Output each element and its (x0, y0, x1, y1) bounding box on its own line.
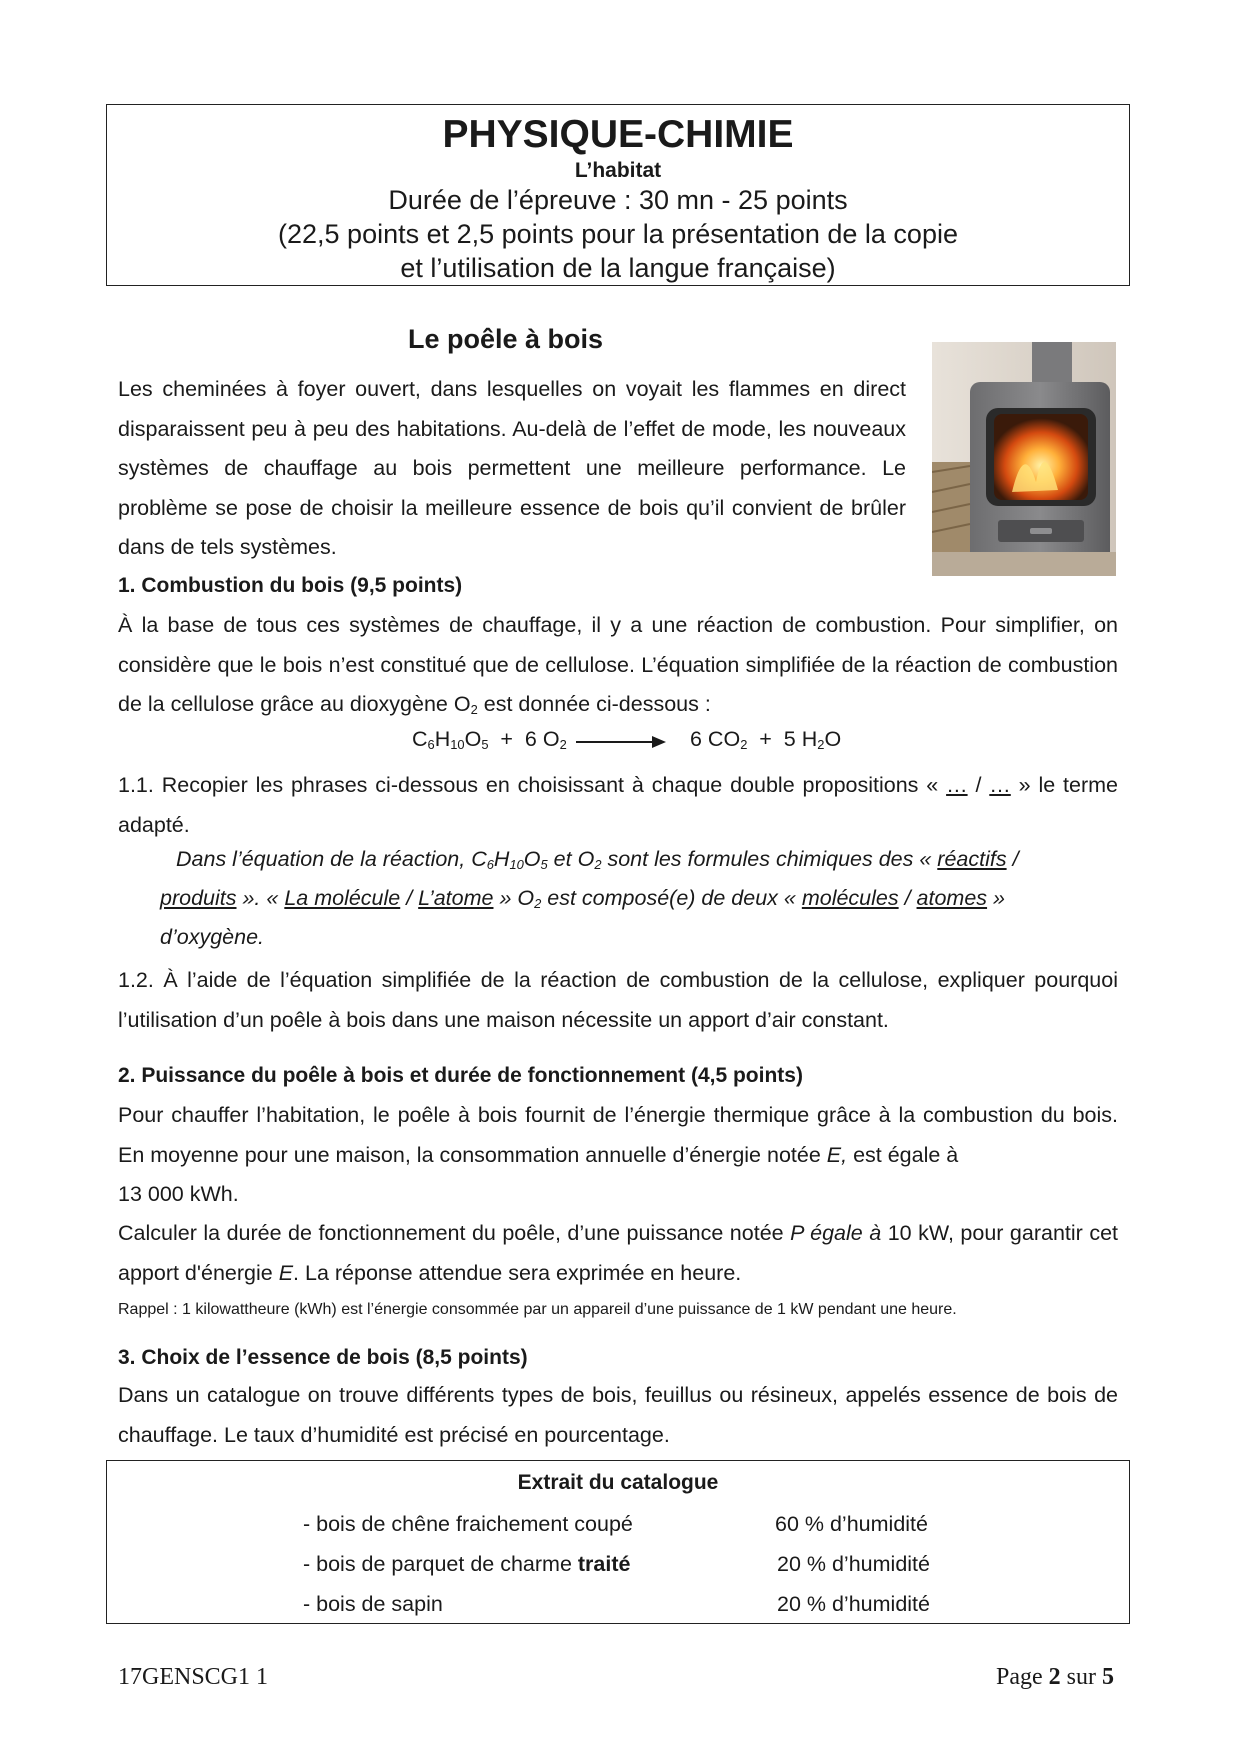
sentence-line-3: d’oxygène. (160, 925, 264, 949)
catalogue-item-name: - bois de sapin (303, 1592, 443, 1616)
document-code: 17GENSCG1 1 (118, 1664, 269, 1690)
catalogue-item-humidity: 20 % d’humidité (777, 1592, 930, 1616)
part2-text-1: Pour chauffer l’habitation, le poêle à bois fournit de l’énergie thermique grâce à la combustion du bois. En moyenne pour une maison, la consommation annuelle d’énergie notée E, est égale à (118, 1103, 1118, 1167)
catalogue-item-humidity: 60 % d’humidité (775, 1512, 928, 1536)
reaction-arrow-icon (576, 735, 666, 749)
catalogue-title: Extrait du catalogue (517, 1471, 719, 1494)
part1-text (118, 606, 1118, 725)
page-number: Page 2 sur 5 (996, 1664, 1114, 1690)
catalogue-item-name: - bois de parquet de charme traité (303, 1552, 631, 1576)
part1-text-sub: 2 (470, 702, 478, 717)
intro-paragraph: Les cheminées à foyer ouvert, dans lesquelles on voyait les flammes en direct disparaissent peu à peu des habitations. Au-delà de l’effet de mode, les nouveaux systèmes de chauffage au bois permettent une meilleure performance. Le problème se pose de choisir la meilleure essence de bois qu’il convient de brûler dans de tels systèmes. (118, 377, 906, 559)
question-1-2: 1.2. À l’aide de l’équation simplifiée de la réaction de combustion de la cellulose, expliquer pourquoi l’utilisation d’un poêle à bois dans une maison nécessite un apport d’air constant. (118, 968, 1118, 1032)
part1-text-before: À la base de tous ces systèmes de chauffage, il y a une réaction de combustion. Pour simplifier, on considère que le bois n’est constitué que de cellulose. L’équation simplifiée de la réaction de combustion de la cellulose grâce au dioxygène O (118, 613, 1118, 716)
question-1-1-sentences (160, 840, 1096, 957)
part1-heading: 1. Combustion du bois (9,5 points) (118, 574, 463, 597)
points-line: (22,5 points et 2,5 points pour la présentation de la copie (278, 219, 958, 249)
catalogue-item-humidity: 20 % d’humidité (777, 1552, 930, 1576)
sentence-line-2: produits ». « La molécule / L’atome » $O_2$ est composé(e) de deux « molécules / atomes » (160, 886, 1005, 911)
reminder-note: Rappel : 1 kilowattheure (kWh) est l’énergie consommée par un appareil d’une puissance de 1 kW pendant une heure. (118, 1301, 957, 1318)
sentence-line-1: Dans l’équation de la réaction, $C_6H_{10}O_5$ et $O_2$ sont les formules chimiques des « réactifs / (176, 847, 1019, 872)
duration-line: Durée de l’épreuve : 30 mn - 25 points (388, 185, 848, 215)
page-subtitle: L’habitat (574, 159, 662, 182)
section-title: Le poêle à bois (408, 324, 604, 354)
page-title: PHYSIQUE-CHIMIE (442, 113, 794, 156)
part1-text-after: est donnée ci-dessous : (477, 692, 711, 716)
question-1-1: 1.1. Recopier les phrases ci-dessous en choisissant à chaque double propositions « … / … » le terme adapté. (118, 773, 1118, 837)
equation-products: 6 $CO_2 + 5$ $H_2O$ (690, 727, 842, 752)
language-line: et l’utilisation de la langue française) (400, 253, 836, 283)
header-box (106, 104, 1130, 286)
wood-stove-photo (932, 342, 1116, 576)
catalogue-box (106, 1460, 1130, 1624)
part3-heading: 3. Choix de l’essence de bois (8,5 points) (118, 1346, 528, 1369)
part3-text: Dans un catalogue on trouve différents types de bois, feuillus ou résineux, appelés essence de bois de chauffage. Le taux d’humidité est précisé en pourcentage. (118, 1383, 1118, 1447)
part2-text-2: Calculer la durée de fonctionnement du poêle, d’une puissance notée P égale à 10 kW, pour garantir cet apport d'énergie E. La réponse attendue sera exprimée en heure. (118, 1221, 1118, 1285)
equation-reactants: $C_6H_{10}O_5 + 6$ $O_2$ (412, 727, 567, 752)
catalogue-item-name: - bois de chêne fraichement coupé (303, 1512, 633, 1536)
part2-energy-value: 13 000 kWh. (118, 1182, 239, 1206)
part2-heading: 2. Puissance du poêle à bois et durée de fonctionnement (4,5 points) (118, 1064, 803, 1087)
